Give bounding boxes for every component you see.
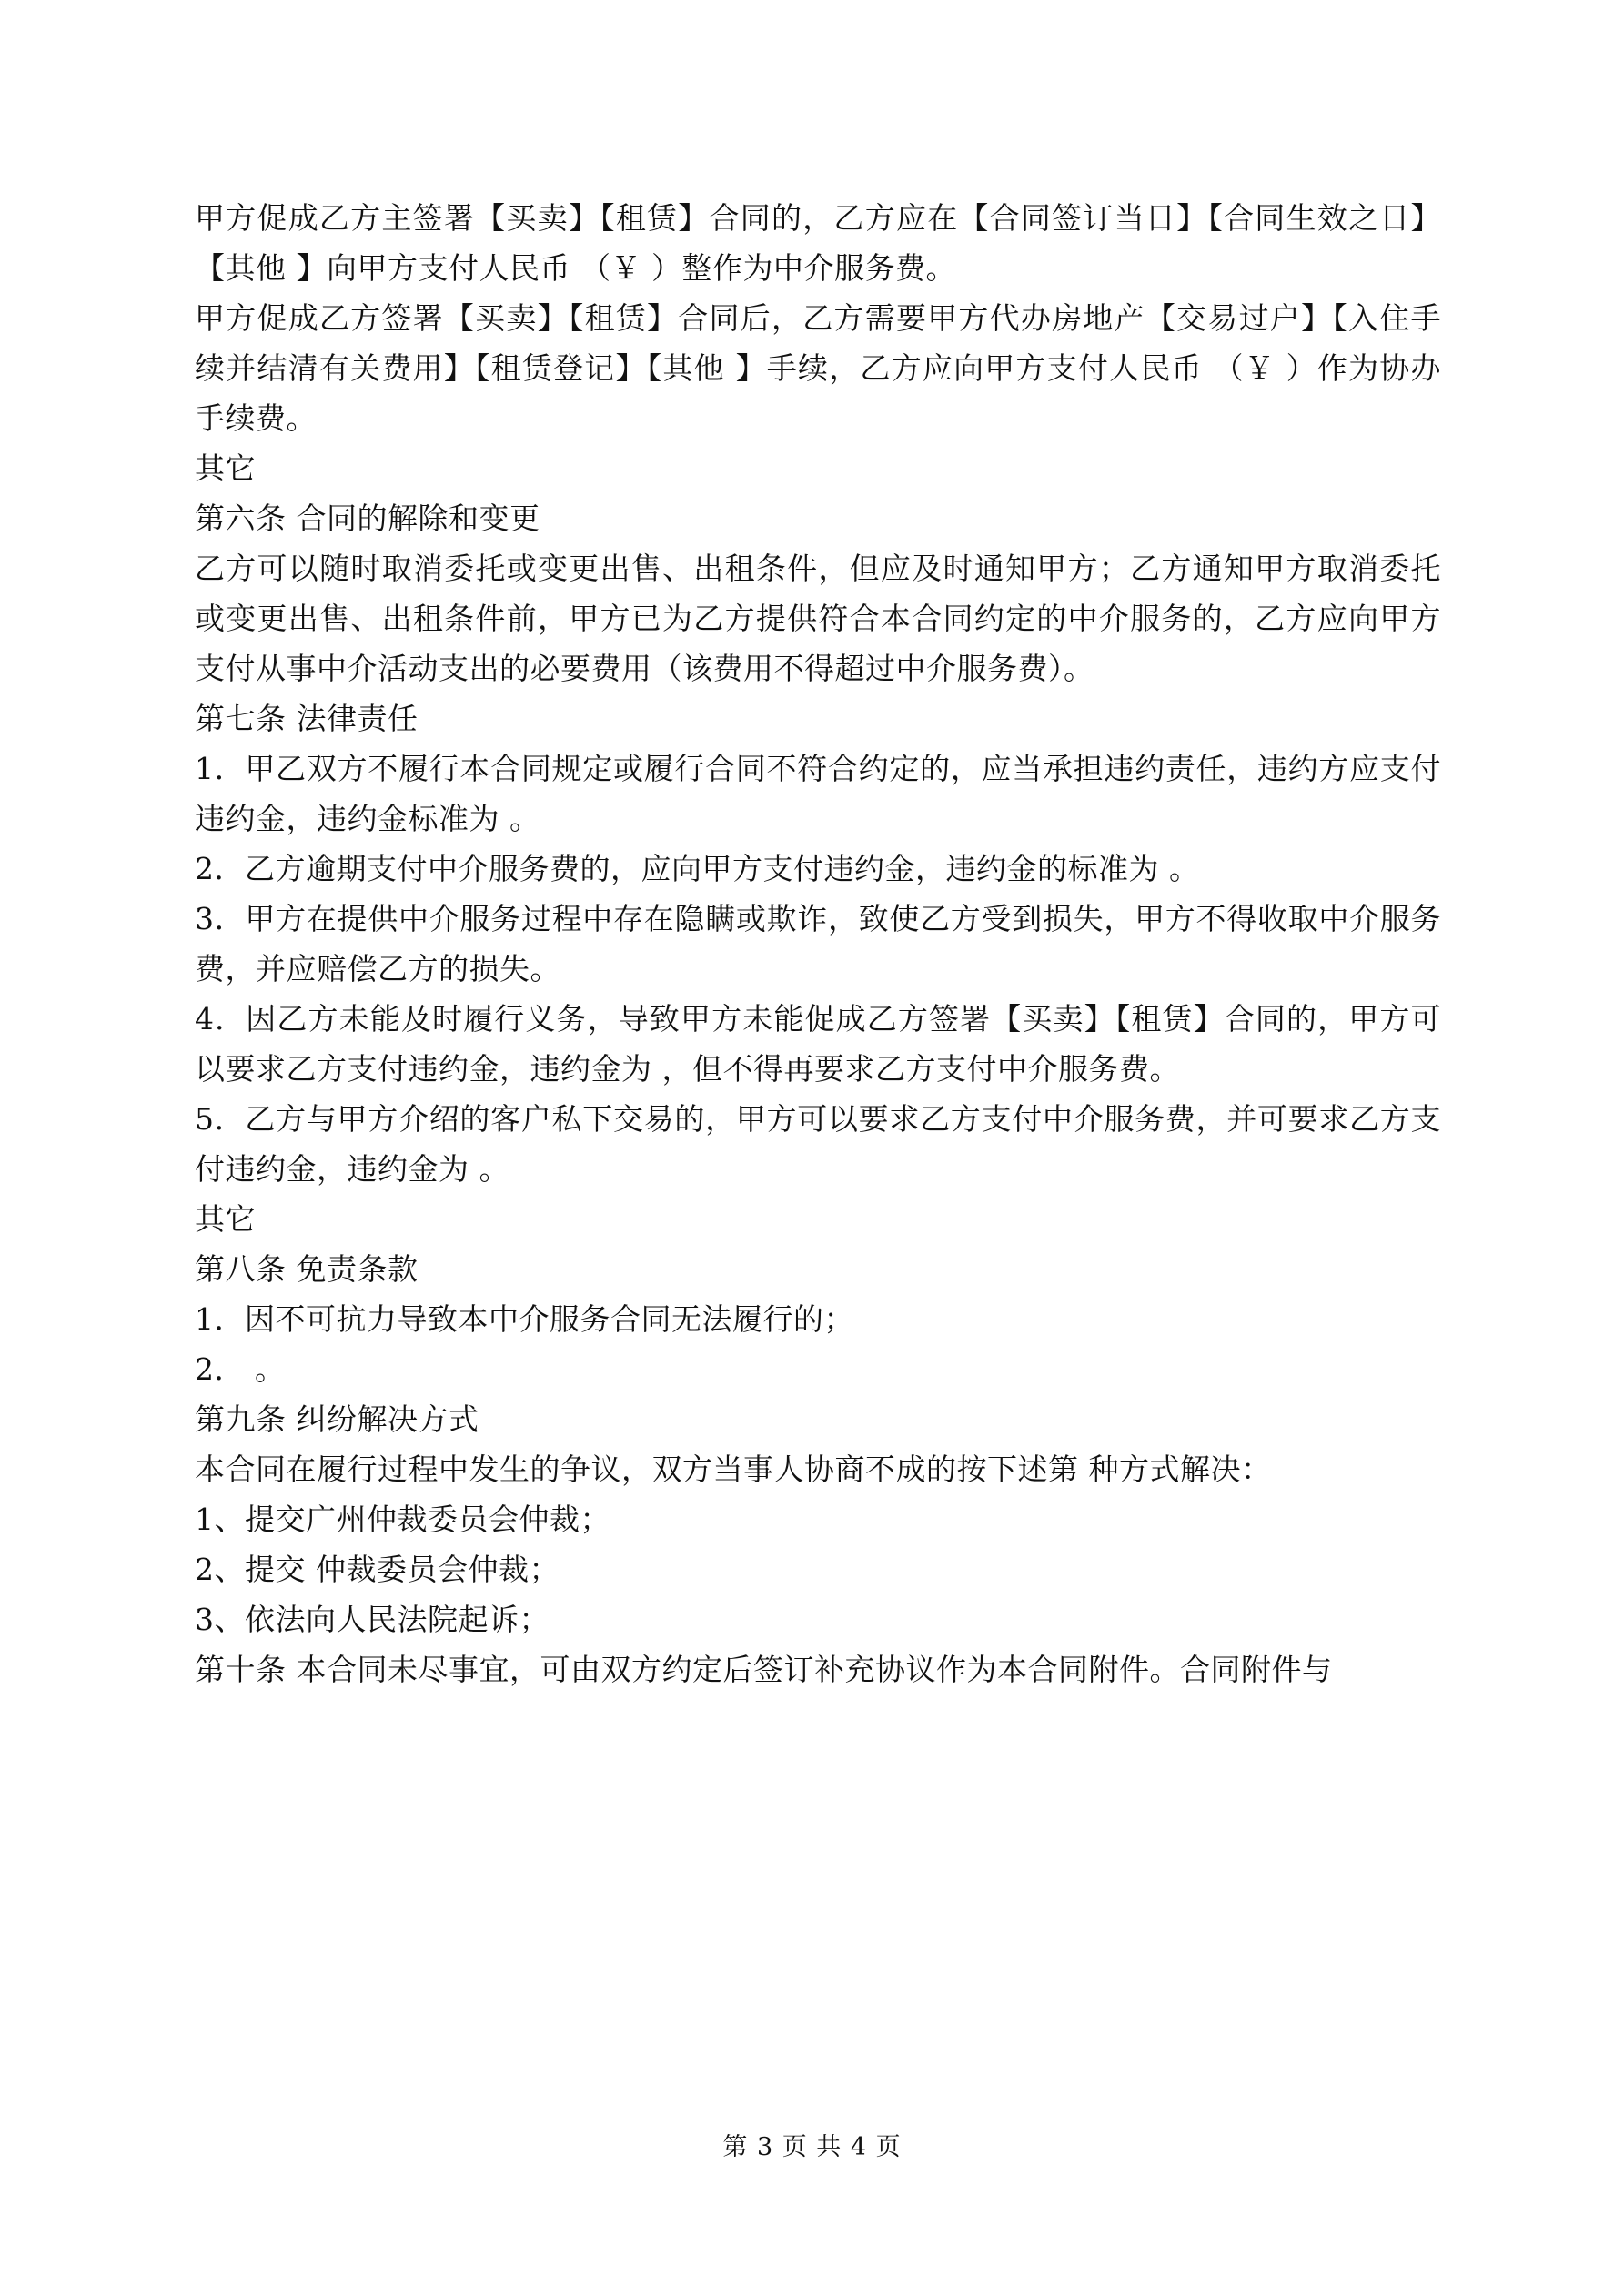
paragraph-other-2: 其它 (195, 1201, 256, 1237)
document-body (195, 193, 1441, 1694)
clause-8-2: 2． 。 (195, 1351, 286, 1387)
option-9-2: 2、提交 仲裁委员会仲裁； (195, 1552, 560, 1587)
paragraph-dispute: 本合同在履行过程中发生的争议，双方当事人协商不成的按下述第 种方式解决： (195, 1451, 1272, 1487)
clause-7-4: 4．因乙方未能及时履行义务，导致甲方未能促成乙方签署【买卖】【租赁】合同的，甲方可以要求乙方支付违约金，违约金为 ，但不得再要求乙方支付中介服务费。 (195, 1001, 1441, 1087)
option-9-1: 1、提交广州仲裁委员会仲裁； (195, 1502, 610, 1537)
heading-article-8: 第八条 免责条款 (195, 1251, 419, 1287)
heading-article-10: 第十条 本合同未尽事宜，可由双方约定后签订补充协议作为本合同附件。合同附件与 (195, 1652, 1333, 1687)
page-number-footer: 第 3 页 共 4 页 (722, 2133, 902, 2161)
clause-7-2: 2．乙方逾期支付中介服务费的，应向甲方支付违约金，违约金的标准为 。 (195, 851, 1200, 886)
clause-7-1: 1．甲乙双方不履行本合同规定或履行合同不符合约定的，应当承担违约责任，违约方应支付违约金，违约金标准为 。 (195, 751, 1441, 836)
paragraph-termination: 乙方可以随时取消委托或变更出售、出租条件，但应及时通知甲方；乙方通知甲方取消委托或变更出售、出租条件前，甲方已为乙方提供符合本合同约定的中介服务的，乙方应向甲方支付从事中介活动支出的必要费用（该费用不得超过中介服务费）。 (195, 551, 1441, 686)
option-9-3: 3、依法向人民法院起诉； (195, 1602, 550, 1637)
clause-7-3: 3．甲方在提供中介服务过程中存在隐瞒或欺诈，致使乙方受到损失，甲方不得收取中介服务费，并应赔偿乙方的损失。 (195, 901, 1441, 986)
paragraph-service-fee: 甲方促成乙方主签署【买卖】【租赁】合同的，乙方应在【合同签订当日】【合同生效之日】【其他 】向甲方支付人民币 （￥ ）整作为中介服务费。 (195, 200, 1441, 286)
paragraph-other-1: 其它 (195, 450, 256, 486)
heading-article-9: 第九条 纠纷解决方式 (195, 1401, 479, 1437)
paragraph-agency-fee: 甲方促成乙方签署【买卖】【租赁】合同后，乙方需要甲方代办房地产【交易过户】【入住手续并结清有关费用】【租赁登记】【其他 】手续，乙方应向甲方支付人民币 （￥ ）作为协办手续费。 (195, 300, 1441, 436)
clause-7-5: 5．乙方与甲方介绍的客户私下交易的，甲方可以要求乙方支付中介服务费，并可要求乙方支付违约金，违约金为 。 (195, 1101, 1441, 1187)
clause-8-1: 1．因不可抗力导致本中介服务合同无法履行的； (195, 1301, 854, 1337)
heading-article-6: 第六条 合同的解除和变更 (195, 501, 540, 536)
heading-article-7: 第七条 法律责任 (195, 701, 419, 736)
